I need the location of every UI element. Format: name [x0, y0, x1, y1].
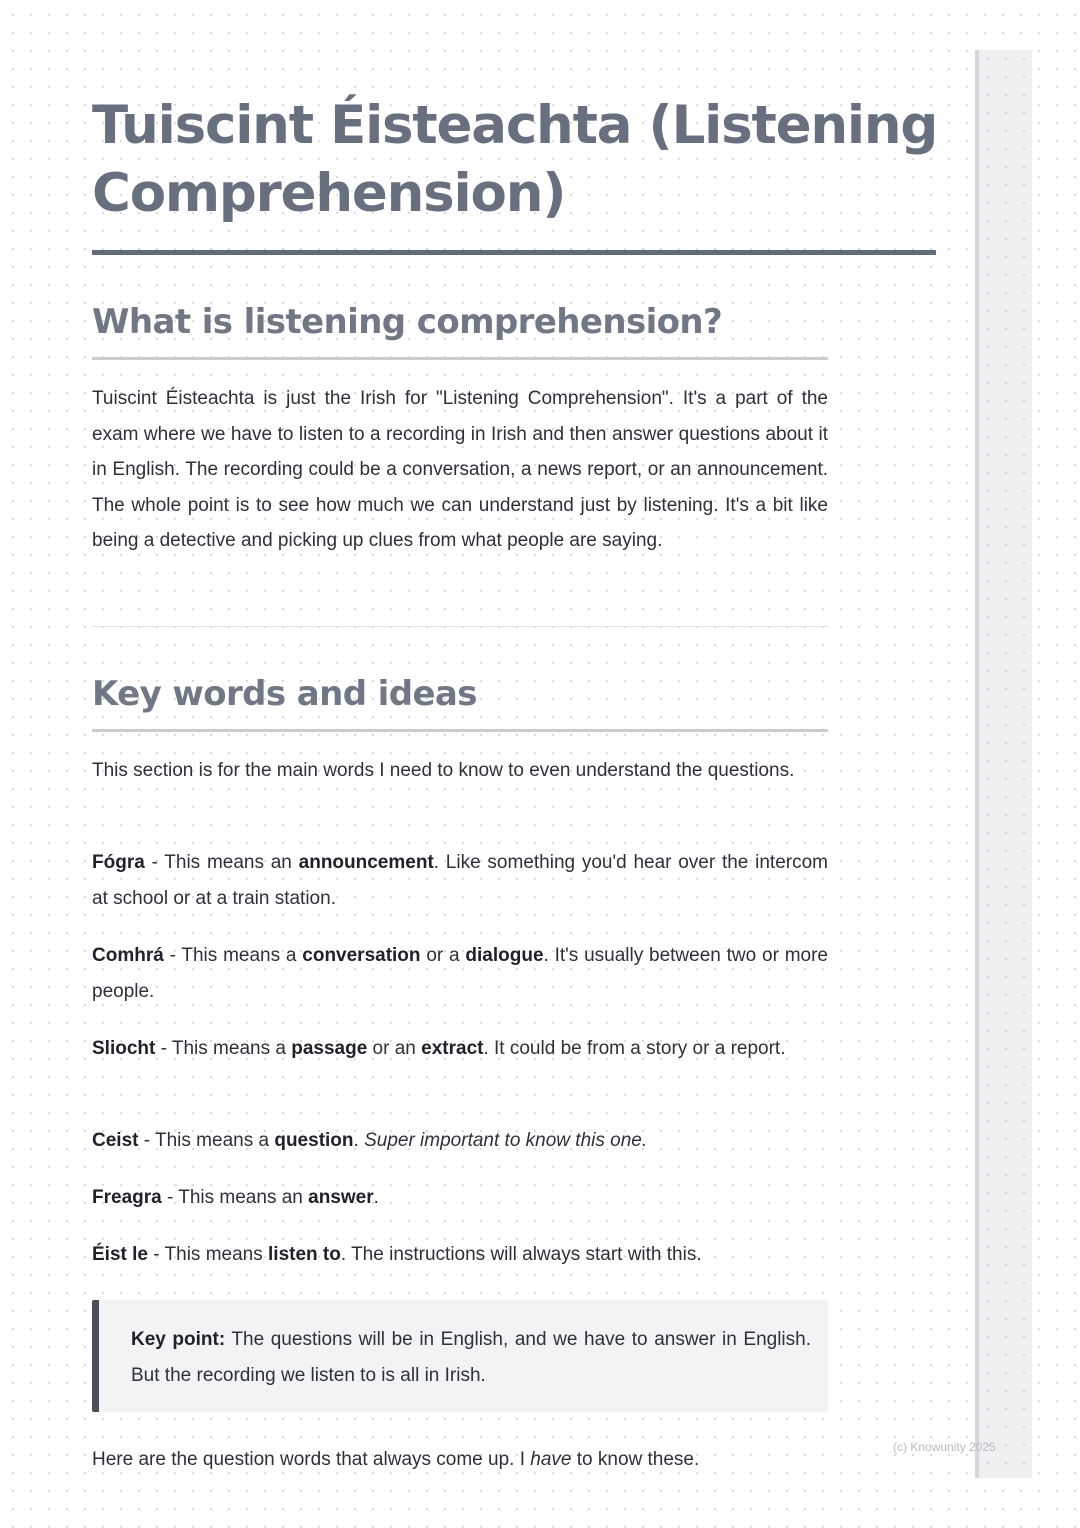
- side-margin-strip: [975, 50, 1032, 1478]
- term-meaning: conversation: [302, 945, 421, 966]
- term-name: Éist le: [92, 1244, 148, 1265]
- section-heading-underline: [92, 729, 828, 732]
- callout-text: Key point: The questions will be in English, and we have to answer in English. But the recording we listen to is all in Irish.: [131, 1329, 811, 1386]
- term-meaning: question: [274, 1130, 354, 1151]
- copyright-notice: (c) Knowunity 2025: [893, 1440, 996, 1454]
- key-point-callout: [92, 1300, 828, 1412]
- key-words-intro: This section is for the main words I need to know to even understand the questions.: [92, 760, 795, 781]
- term-name: Ceist: [92, 1130, 139, 1151]
- page-title: Tuiscint Éisteachta (Listening Comprehension): [92, 95, 938, 224]
- section-heading-what-is: What is listening comprehension?: [92, 302, 723, 342]
- term-meaning: listen to: [268, 1244, 341, 1265]
- term-fogra: Fógra - This means an announcement. Like something you'd hear over the intercom at school or at a train station.: [92, 852, 828, 909]
- callout-label: Key point:: [131, 1329, 226, 1350]
- term-meaning: passage: [291, 1038, 368, 1059]
- section-heading-underline: [92, 357, 828, 360]
- intro-paragraph: Tuiscint Éisteachta is just the Irish for "Listening Comprehension". It's a part of the exam where we have to listen to a recording in Irish and then answer questions about it in English. The recording could be a conversation, a news report, or an announcement. The whole point is to see how much we can understand just by listening. It's a bit like being a detective and picking up clues from what people are saying.: [92, 388, 828, 551]
- term-note: Super important to know this one.: [364, 1130, 648, 1151]
- term-comhra: Comhrá - This means a conversation or a dialogue. It's usually between two or more people.: [92, 945, 828, 1002]
- term-sliocht: Sliocht - This means a passage or an extract. It could be from a story or a report.: [92, 1038, 786, 1059]
- term-name: Freagra: [92, 1187, 162, 1208]
- term-meaning: announcement: [298, 852, 434, 873]
- term-meaning-alt: extract: [421, 1038, 484, 1059]
- section-heading-key-words: Key words and ideas: [92, 674, 477, 714]
- term-ceist: Ceist - This means a question. Super important to know this one.: [92, 1130, 648, 1151]
- term-meaning-alt: dialogue: [465, 945, 544, 966]
- title-divider: [92, 250, 936, 255]
- term-meaning: answer: [308, 1187, 374, 1208]
- term-name: Sliocht: [92, 1038, 156, 1059]
- term-name: Comhrá: [92, 945, 164, 966]
- term-eist-le: Éist le - This means listen to. The instructions will always start with this.: [92, 1244, 702, 1265]
- section-divider: [92, 626, 828, 627]
- term-name: Fógra: [92, 852, 145, 873]
- term-freagra: Freagra - This means an answer.: [92, 1187, 379, 1208]
- emphasis: have: [530, 1449, 572, 1470]
- closing-paragraph: Here are the question words that always come up. I have to know these.: [92, 1449, 700, 1470]
